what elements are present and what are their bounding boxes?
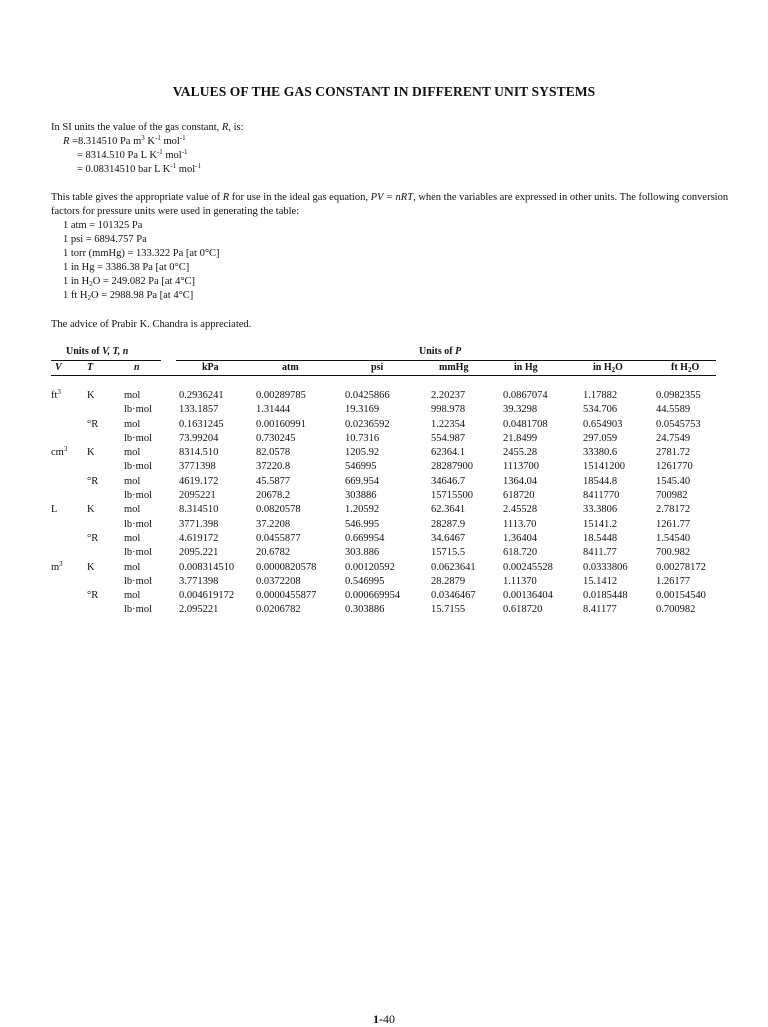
cell-n: mol (124, 390, 141, 401)
cell-psi: 1.20592 (345, 504, 380, 516)
cell-atm: 82.0578 (256, 447, 291, 459)
cell-in-hg: 0.618720 (503, 604, 543, 616)
cell-ft-h2o: 0.0545753 (656, 418, 701, 430)
col-header-n: n (134, 362, 140, 373)
cell-kpa: 2095221 (179, 490, 216, 502)
cell-mmhg: 62364.1 (431, 447, 466, 459)
cell-in-h2o: 15141200 (583, 461, 625, 473)
conversion-ft-h2o: 1 ft $H_2O = 2988.98$ Pa [at 4°C] (63, 290, 194, 302)
cell-n: lb·mol (124, 432, 152, 444)
cell-atm: 0.0000455877 (256, 590, 317, 602)
conversion-torr: 1 torr (mmHg) = 133.322 Pa [at 0°C] (63, 248, 220, 259)
cell-ft-h2o: 1.54540 (656, 532, 691, 544)
cell-ft-h2o: 24.7549 (656, 432, 691, 444)
conversion-psi: 1 psi = 6894.757 Pa (63, 234, 147, 245)
cell-v: $cm^3$ (51, 445, 68, 459)
cell-t: K (87, 504, 95, 516)
cell-kpa: 4619.172 (179, 475, 219, 487)
cell-ft-h2o: 0.0982355 (656, 390, 701, 401)
table-row (51, 589, 716, 603)
cell-psi: 546995 (345, 461, 377, 473)
cell-in-hg: 0.0481708 (503, 418, 548, 430)
table-row (51, 489, 716, 503)
table-row (51, 518, 716, 532)
cell-in-hg: 618.720 (503, 547, 538, 559)
cell-in-h2o: 8411.77 (583, 547, 617, 559)
col-header-kpa: kPa (202, 362, 219, 373)
header-rule-bottom (51, 375, 716, 376)
cell-in-h2o: 0.654903 (583, 418, 623, 430)
cell-psi: 0.669954 (345, 532, 385, 544)
cell-in-h2o: 33.3806 (583, 504, 618, 516)
header-rule-left (51, 360, 161, 361)
cell-t: K (87, 561, 95, 573)
cell-in-h2o: 0.0185448 (583, 590, 628, 602)
cell-kpa: 8.314510 (179, 504, 219, 516)
cell-in-hg: 1.36404 (503, 532, 538, 544)
cell-v: $m^3$ (51, 559, 63, 573)
cell-mmhg: 2.20237 (431, 390, 466, 401)
cell-atm: 37220.8 (256, 461, 291, 473)
conversion-atm: 1 atm = 101325 Pa (63, 220, 143, 231)
cell-atm: 0.00289785 (256, 390, 306, 401)
cell-mmhg: 28287.9 (431, 518, 466, 530)
cell-kpa: 0.008314510 (179, 561, 235, 573)
cell-in-h2o: 15.1412 (583, 575, 618, 587)
cell-in-h2o: 534.706 (583, 404, 618, 416)
cell-psi: 19.3169 (345, 404, 380, 416)
cell-n: lb·mol (124, 490, 152, 502)
units-p-header: Units of P (419, 346, 462, 357)
cell-atm: 37.2208 (256, 518, 291, 530)
cell-ft-h2o: 44.5589 (656, 404, 691, 416)
cell-psi: 0.0236592 (345, 418, 390, 430)
cell-in-hg: 1.11370 (503, 575, 537, 587)
cell-psi: 10.7316 (345, 432, 380, 444)
cell-in-hg: 2.45528 (503, 504, 538, 516)
cell-atm: 20.6782 (256, 547, 291, 559)
cell-t: °R (87, 418, 99, 430)
cell-n: lb·mol (124, 547, 152, 559)
cell-ft-h2o: 1261770 (656, 461, 693, 473)
cell-ft-h2o: 700.982 (656, 547, 691, 559)
cell-in-hg: 1113.70 (503, 518, 537, 530)
table-row (51, 460, 716, 474)
cell-psi: 0.0425866 (345, 390, 390, 401)
units-vtn-header: Units of V, T, n (66, 346, 129, 357)
cell-psi: 1205.92 (345, 447, 380, 459)
cell-mmhg: 1.22354 (431, 418, 466, 430)
cell-mmhg: 554.987 (431, 432, 466, 444)
cell-v: L (51, 504, 58, 516)
cell-atm: 0.0000820578 (256, 561, 317, 573)
table-row (51, 418, 716, 432)
cell-psi: 303886 (345, 490, 377, 502)
cell-mmhg: 15715500 (431, 490, 473, 502)
cell-n: lb·mol (124, 518, 152, 530)
cell-n: mol (124, 475, 141, 487)
conversion-list (51, 219, 731, 303)
cell-atm: 1.31444 (256, 404, 291, 416)
cell-mmhg: 34646.7 (431, 475, 466, 487)
cell-in-h2o: 297.059 (583, 432, 618, 444)
cell-mmhg: 62.3641 (431, 504, 466, 516)
cell-atm: 0.0372208 (256, 575, 301, 587)
col-header-t: T (87, 362, 94, 373)
conversion-intro: This table gives the appropriate value of R for use in the ideal gas equation, PV = nRT, when the variables are expressed in other units. The following conversion factors for pressure units were used in generating the table: (51, 192, 729, 217)
cell-mmhg: 998.978 (431, 404, 466, 416)
cell-in-hg: 39.3298 (503, 404, 538, 416)
cell-t: K (87, 390, 95, 401)
cell-ft-h2o: 0.00278172 (656, 561, 706, 573)
cell-atm: 45.5877 (256, 475, 291, 487)
cell-mmhg: 0.0346467 (431, 590, 476, 602)
cell-ft-h2o: 1261.77 (656, 518, 691, 530)
cell-in-h2o: 18544.8 (583, 475, 618, 487)
table-row (51, 389, 716, 403)
si-units-paragraph (51, 121, 243, 177)
cell-ft-h2o: 0.700982 (656, 604, 696, 616)
cell-kpa: 2095.221 (179, 547, 219, 559)
cell-in-hg: 2455.28 (503, 447, 538, 459)
table-row (51, 432, 716, 446)
cell-in-hg: 0.0867074 (503, 390, 548, 401)
page-title: VALUES OF THE GAS CONSTANT IN DIFFERENT UNIT SYSTEMS (172, 84, 596, 99)
cell-mmhg: 15715.5 (431, 547, 466, 559)
si-value-pa-l: = 8314.510 Pa L $K^{-1}$ mol$^{-1}$ (77, 148, 188, 161)
cell-t: K (87, 447, 95, 459)
cell-in-h2o: 1.17882 (583, 390, 618, 401)
cell-mmhg: 28287900 (431, 461, 473, 473)
col-header-atm: atm (282, 362, 299, 373)
col-header-psi: psi (371, 362, 384, 373)
cell-kpa: 133.1857 (179, 404, 219, 416)
conversion-in-hg: 1 in Hg = 3386.38 Pa [at 0°C] (63, 262, 190, 273)
cell-ft-h2o: 700982 (656, 490, 688, 502)
conversion-paragraph (51, 191, 731, 303)
cell-t: °R (87, 532, 99, 544)
table-row (51, 446, 716, 460)
table-row (51, 503, 716, 517)
cell-v: $ft^3$ (51, 388, 61, 401)
cell-kpa: 3771398 (179, 461, 216, 473)
cell-mmhg: 15.7155 (431, 604, 466, 616)
cell-in-hg: 0.00136404 (503, 590, 553, 602)
cell-in-h2o: 8.41177 (583, 604, 617, 616)
cell-n: lb·mol (124, 404, 152, 416)
cell-mmhg: 34.6467 (431, 532, 466, 544)
cell-n: mol (124, 504, 141, 516)
cell-n: lb·mol (124, 461, 152, 473)
cell-t: °R (87, 475, 99, 487)
cell-kpa: 4.619172 (179, 532, 219, 544)
col-header-ft-h2o: ft $H_2O$ (671, 362, 700, 374)
cell-n: mol (124, 532, 141, 544)
cell-in-hg: 0.00245528 (503, 561, 553, 573)
cell-kpa: 0.004619172 (179, 590, 235, 602)
cell-kpa: 3771.398 (179, 518, 219, 530)
cell-ft-h2o: 2781.72 (656, 447, 691, 459)
table-body (51, 389, 716, 618)
cell-n: lb·mol (124, 604, 152, 616)
cell-psi: 0.000669954 (345, 590, 401, 602)
cell-psi: 0.303886 (345, 604, 385, 616)
cell-ft-h2o: 0.00154540 (656, 590, 706, 602)
table-row (51, 475, 716, 489)
si-intro-line: In SI units the value of the gas constant, R, is: (51, 122, 244, 133)
col-header-in-hg: in Hg (514, 362, 538, 373)
cell-psi: 303.886 (345, 547, 380, 559)
cell-t: °R (87, 590, 99, 602)
cell-ft-h2o: 1.26177 (656, 575, 691, 587)
cell-in-hg: 1364.04 (503, 475, 538, 487)
col-header-mmhg: mmHg (439, 362, 469, 373)
col-header-v: V (55, 362, 62, 373)
cell-n: mol (124, 561, 141, 573)
cell-mmhg: 28.2879 (431, 575, 466, 587)
cell-atm: 0.0206782 (256, 604, 301, 616)
conversion-in-h2o: 1 in $H_2O = 249.082$ Pa [at 4°C] (63, 276, 196, 288)
cell-in-hg: 618720 (503, 490, 535, 502)
cell-in-h2o: 15141.2 (583, 518, 618, 530)
cell-n: mol (124, 590, 141, 602)
table-row (51, 532, 716, 546)
cell-in-h2o: 18.5448 (583, 532, 618, 544)
cell-kpa: 0.1631245 (179, 418, 224, 430)
cell-in-hg: 21.8499 (503, 432, 538, 444)
cell-kpa: 2.095221 (179, 604, 219, 616)
cell-kpa: 73.99204 (179, 432, 219, 444)
cell-psi: 0.546995 (345, 575, 385, 587)
cell-atm: 20678.2 (256, 490, 291, 502)
cell-psi: 0.00120592 (345, 561, 395, 573)
si-value-pa-m3: R =8.314510 Pa $m^3$ $K^{-1}$ mol$^{-1}$ (63, 134, 186, 147)
col-header-in-h2o: in $H_2O$ (593, 362, 623, 374)
cell-atm: 0.0820578 (256, 504, 301, 516)
cell-n: mol (124, 418, 141, 430)
cell-kpa: 0.2936241 (179, 390, 224, 401)
cell-atm: 0.730245 (256, 432, 296, 444)
table-row (51, 603, 716, 617)
cell-n: mol (124, 447, 141, 459)
si-value-bar-l: = 0.08314510 bar L $K^{-1}$ mol$^{-1}$ (77, 162, 201, 175)
cell-mmhg: 0.0623641 (431, 561, 476, 573)
table-row (51, 561, 716, 575)
cell-psi: 546.995 (345, 518, 380, 530)
acknowledgement: The advice of Prabir K. Chandra is appreciated. (51, 319, 252, 330)
table-row (51, 575, 716, 589)
cell-atm: 0.0455877 (256, 532, 301, 544)
cell-kpa: 3.771398 (179, 575, 219, 587)
cell-in-h2o: 0.0333806 (583, 561, 628, 573)
header-rule-right (176, 360, 716, 361)
table-row (51, 546, 716, 560)
page-number: 1-40 (373, 1012, 395, 1026)
cell-n: lb·mol (124, 575, 152, 587)
cell-in-hg: 1113700 (503, 461, 539, 473)
cell-ft-h2o: 2.78172 (656, 504, 691, 516)
cell-kpa: 8314.510 (179, 447, 219, 459)
table-row (51, 403, 716, 417)
cell-in-h2o: 33380.6 (583, 447, 618, 459)
cell-ft-h2o: 1545.40 (656, 475, 691, 487)
cell-atm: 0.00160991 (256, 418, 306, 430)
cell-psi: 669.954 (345, 475, 380, 487)
cell-in-h2o: 8411770 (583, 490, 620, 502)
